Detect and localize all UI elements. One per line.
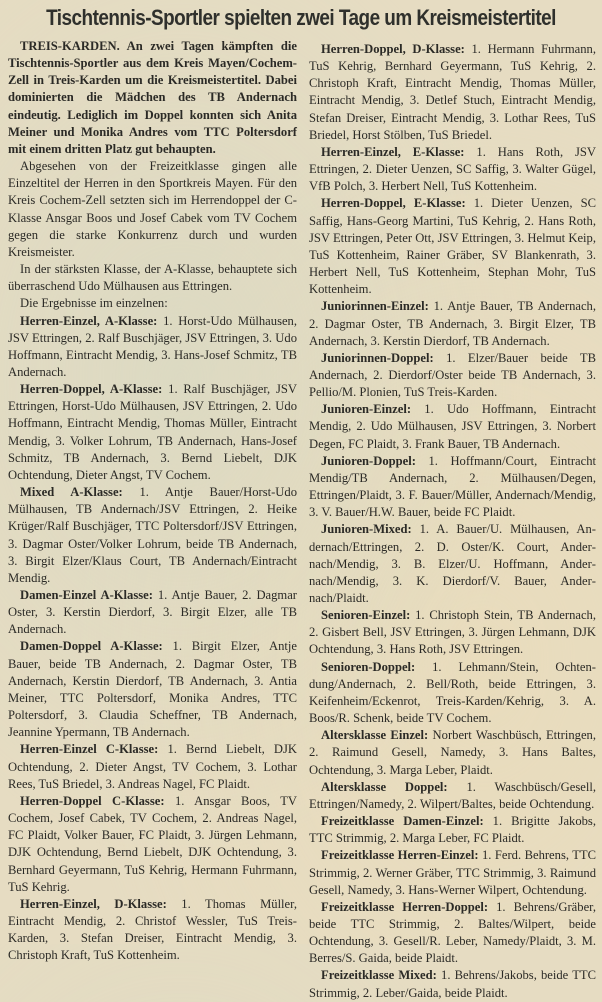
result-category: Herren-Einzel, D-Klasse: (20, 896, 167, 911)
result-category: Herren-Einzel, A-Klasse: (20, 313, 158, 328)
result-entry (309, 813, 596, 847)
result-text: 1. Hans Roth, JSV Ettringen, 2. Dieter Uenzen, SC Saffig, 3. Walter Gügel, VfB Polch, 3. Herbert Nell, TuS Kottenheim. (309, 144, 597, 194)
result-entry (309, 607, 596, 658)
result-text: 1. Ansgar Boos, TV Cochem, Josef Cabek, TV Cochem, 2. Andreas Nagel, FC Plaidt, Volker Bauer, FC Plaidt, 3. Jürgen Lehmann, DJK Ochtendung, Bernd Liebelt, DJK Ochtendung, 3. Bernhard Geyermann, TuS Kehrig, Hermann Fuhrmann, TuS Kehrig. (8, 793, 297, 894)
result-entry (309, 298, 596, 349)
headline: Tischtennis-Sportler spielten zwei Tage um Kreismeistertitel (46, 5, 556, 30)
result-entry (8, 896, 297, 965)
result-text: 1. Elzer/Bauer beide TB Andernach, 2. Dierdorf/Oster beide TB Andernach, 3. Pellio/M. Plonien, TuS Treis-Karden. (309, 350, 596, 400)
result-entry (309, 659, 596, 728)
result-category: Herren-Doppel, D-Klasse: (321, 42, 465, 56)
result-category: Senioren-Doppel: (321, 659, 416, 674)
result-entry (309, 521, 596, 607)
results-list-left (8, 313, 297, 965)
result-category: Altersklasse Doppel: (321, 779, 448, 794)
result-category: Junioren-Mixed: (321, 522, 412, 537)
result-category: Altersklasse Einzel: (321, 728, 429, 743)
result-text: 1. Thomas Müller, Eintracht Mendig, 2. Christof Wessler, TuS Treis-Karden, 3. Stefan Dreiser, Eintracht Mendig, 3. Christoph Kraft, TuS Kottenheim. (8, 896, 297, 963)
result-text: 1. Behrens/Jakobs, beide TTC Strimmig, 2. Leber/Gaida, beide Plaidt. (309, 968, 597, 1000)
result-entry (8, 381, 297, 484)
result-category: Herren-Einzel, E-Klasse: (321, 144, 465, 159)
result-entry (309, 847, 596, 898)
result-text: 1. Waschbüsch/Gesell, Ettringen/Namedy, 2. Wilpert/Baltes, beide Ochtendung. (309, 779, 596, 811)
result-category: Freizeitklasse Damen-Einzel: (321, 814, 484, 829)
result-text: 1. Horst-Udo Mülhausen, JSV Ettringen, 2. Ralf Buschjäger, JSV Ettringen, 3. Udo Hoffmann, Eintracht Mendig, 3. Hans-Josef Schmitz, TB Andernach. (8, 313, 298, 379)
result-entry (309, 195, 596, 298)
result-entry (309, 41, 596, 144)
result-entry (309, 727, 596, 778)
result-entry (309, 401, 596, 452)
result-category: Herren-Doppel C-Klasse: (20, 793, 165, 808)
result-text: 1. Ferd. Behrens, TTC Strimmig, 2. Werner Gräber, TTC Strimmig, 3. Raimund Gesell, Namedy, 3. Hans-Werner Wilpert, Ochtendung. (309, 848, 596, 897)
result-entry (8, 484, 297, 587)
result-entry (309, 350, 596, 401)
result-text: 1. Antje Bauer, TB Andernach, 2. Dagmar Oster, TB Andernach, 3. Birgit Elzer, TB Andernach, 3. Kerstin Dierdorf, TB Andernach. (309, 299, 596, 348)
result-category: Juniorinnen-Doppel: (321, 350, 434, 365)
result-entry (309, 779, 596, 813)
result-text: 1. Udo Hoffmann, Eintracht Mendig, 2. Udo Mülhausen, JSV Ettringen, 3. Norbert Degen, FC Plaidt, 3. Frank Bauer, TB Andernach. (309, 402, 596, 451)
result-category: Herren-Doppel, E-Klasse: (321, 196, 466, 211)
body-paragraph: Die Ergebnisse im einzelnen: (20, 296, 168, 311)
result-text: 1. Bernd Liebelt, DJK Ochtendung, 2. Dieter Angst, TV Cochem, 3. Lothar Rees, TuS Briedel, 3. Andreas Nagel, FC Plaidt. (8, 742, 297, 791)
result-entry (8, 638, 297, 741)
result-category: Damen-Einzel A-Klasse: (20, 588, 153, 602)
result-entry (309, 144, 596, 195)
result-entry (309, 967, 596, 1001)
result-text: 1. Antje Bauer, 2. Dagmar Oster, 3. Kerstin Dierdorf, 3. Birgit Elzer, alle TB Andernach. (8, 588, 297, 637)
result-category: Mixed A-Klasse: (20, 485, 123, 500)
result-category: Freizeitklasse Mixed: (321, 968, 437, 983)
result-text: 1. Antje Bauer/Horst-Udo Mülhausen, TB Andernach/JSV Ettringen, 2. Heike Krüger/Ralf Buschjäger, TTC Poltersdorf/JSV Ettringen, 3. Dagmar Oster/Volker Lohrum, beide TB Andernach, 3. Birgit Elzer/Klaus Court, TB Andernach/Eintracht Mendig. (8, 485, 297, 585)
body-paragraph: Abgesehen von der Freizeitklasse gingen alle Einzeltitel der Herren in den Sportkreis Mayen. Für den Kreis Cochem-Zell setzten sich im Herrendoppel der C-Klasse Ansgar Boos und Josef Cabek vom TV Cochem gegen die starke Konkurrenz durch und wurden Kreismeister. (8, 159, 297, 259)
result-category: Freizeitklasse Herren-Doppel: (321, 899, 489, 914)
result-text: 1. Ralf Buschjäger, JSV Ettringen, Horst-Udo Mülhausen, JSV Ettringen, 2. Udo Hoffmann, Eintracht Mendig, Thomas Müller, Eintracht Mendig, 3. Volker Lohrum, TB Andernach, Hans-Josef Schmitz, TB Andernach, 3. Bernd Liebelt, DJK Ochtendung, Dieter Angst, TV Cochem. (8, 382, 297, 482)
result-text: 1. Lehmann/Stein, Ochtendung/Andernach, 2. Bell/Roth, beide Ettringen, 3. Keifenheim/Eckenrot, Treis-Karden/Kehrig, 3. A. Boos/R. Schenk, beide TV Cochem. (309, 659, 596, 726)
result-category: Junioren-Einzel: (321, 402, 412, 417)
result-text: 1. Brigitte Jakobs, TTC Strimmig, 2. Marga Leber, FC Plaidt. (309, 814, 596, 846)
result-text: 1. Dieter Uenzen, SC Saffig, Hans-Georg Martini, TuS Kehrig, 2. Hans Roth, JSV Ettringen, Peter Ott, JSV Ettringen, 3. Helmut Keip, TuS Kottenheim, Rainer Gräber, SV Blankenrath, 3. Herbert Nell, TuS Kottenheim, Stephan Mohr, TuS Kottenheim. (309, 196, 596, 297)
result-category: Juniorinnen-Einzel: (321, 299, 429, 314)
result-entry (309, 453, 596, 522)
result-entry (8, 741, 297, 792)
result-text: 1. Birgit Elzer, Antje Bauer, beide TB Andernach, 2. Dagmar Oster, TB Andernach, Kerstin Dierdorf, TB Andernach, 3. Antia Meiner, TTC Poltersdorf, Monika Andres, TTC Poltersdorf, 3. Claudia Scheffner, TB Andernach, Jeannine Ypermann, TB Andernach. (8, 639, 298, 740)
results-list-right (309, 41, 596, 1002)
result-entry (309, 899, 596, 968)
result-entry (8, 313, 297, 382)
result-text: 1. Hoffmann/Court, Eintracht Mendig/TB Andernach, 2. Mülhausen/Degen, Ettringen/Plaidt, 3. F. Bauer/Müller, Andernach/Mendig, 3. V. Bauer/H.W. Bauer, beide FC Plaidt. (309, 453, 596, 520)
result-category: Freizeitklasse Herren-Einzel: (321, 848, 479, 863)
result-category: Junioren-Doppel: (321, 453, 416, 468)
result-category: Damen-Doppel A-Klasse: (20, 639, 163, 654)
result-entry (8, 793, 297, 896)
result-entry (8, 587, 297, 638)
result-text: 1. A. Bauer/U. Mülhausen, Andernach/Ettringen, 2. D. Oster/K. Court, Andernach/Mendig, 3. B. Elzer/U. Hoffmann, Andernach/Mendig, 3. K. Dierdorf/V. Bauer, Andernach/Plaidt. (309, 522, 596, 605)
result-text: 1. Christoph Stein, TB Andernach, 2. Gisbert Bell, JSV Ettringen, 3. Jürgen Lehmann, DJK Ochtendung, 3. Hans Roth, JSV Ettringen. (309, 608, 596, 657)
article-column-right (309, 41, 596, 1002)
result-category: Senioren-Einzel: (321, 608, 411, 623)
result-category: Herren-Doppel, A-Klasse: (20, 382, 163, 397)
result-category: Herren-Einzel C-Klasse: (20, 742, 159, 757)
result-text: Norbert Waschbüsch, Ettringen, 2. Raimund Gesell, Namedy, 3. Hans Baltes, Ochtendung, 3. Marga Leber, Plaidt. (309, 728, 597, 777)
intro-paragraph: TREIS-KARDEN. An zwei Tagen kämpften die Tischtennis-Sportler aus dem Kreis Mayen/Cochem-Zell in Treis-Karden um die Kreismeistertitel. Dabei dominierten die Mädchen des TB Andernach eindeutig. Lediglich im Doppel konnten sich Anita Meiner und Monika Andres vom TTC Poltersdorf mit einem dritten Platz gut behaupten. (8, 39, 297, 156)
article-column-left (8, 38, 297, 964)
result-text: 1. Hermann Fuhrmann, TuS Kehrig, Bernhard Geyermann, TuS Kehrig, 2. Christoph Kraft, Eintracht Mendig, Thomas Müller, Eintracht Mendig, 3. Detlef Stuch, Eintracht Mendig, Stefan Dreiser, Eintracht Mendig, 3. Lothar Rees, TuS Briedel, Horst Stölben, TuS Briedel. (309, 42, 596, 142)
body-paragraph: In der stärksten Klasse, der A-Klasse, behauptete sich überraschend Udo Mülhausen aus Ettringen. (8, 262, 297, 294)
result-text: 1. Behrens/Gräber, beide TTC Strimmig, 2. Baltes/Wilpert, beide Ochtendung, 3. Gesell/R. Leber, Namedy/Plaidt, 3. M. Berres/S. Gaida, beide Plaidt. (309, 899, 596, 966)
